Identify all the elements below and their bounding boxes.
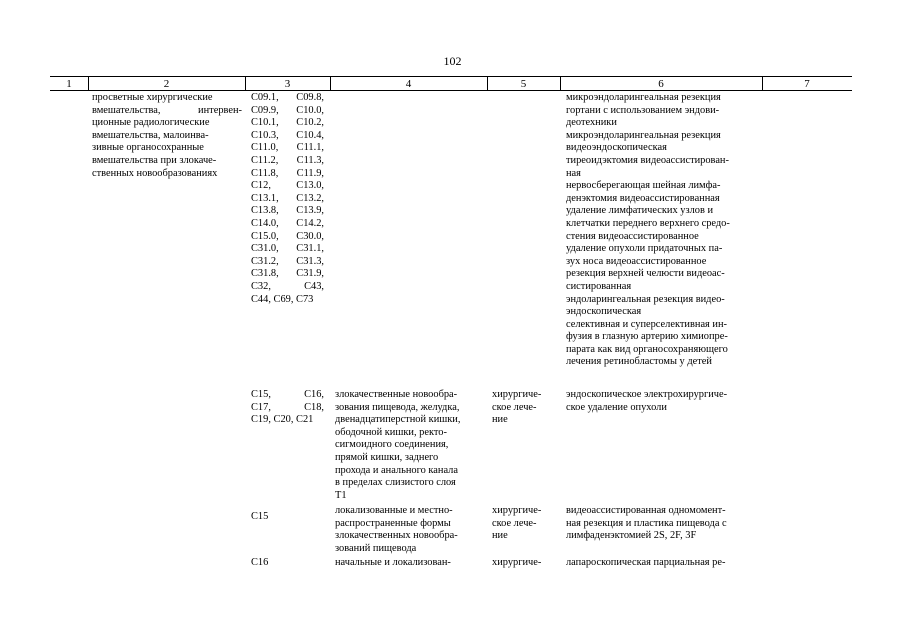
text-line: ское лече- bbox=[492, 517, 537, 529]
text-line: прямой кишки, заднего bbox=[335, 451, 439, 463]
text-line: лапароскопическая парциальная ре- bbox=[566, 557, 726, 568]
text-line: ободочной кишки, ректо- bbox=[335, 426, 447, 438]
text-line: тиреоидэктомия видеоассистирован- bbox=[566, 154, 729, 166]
text-line: гортани с использованием эндови- bbox=[566, 104, 720, 116]
header-col-1: 1 bbox=[66, 78, 72, 90]
text-line: клетчатки переднего верхнего средо- bbox=[566, 217, 730, 229]
text-line: нервосберегающая шейная лимфа- bbox=[566, 180, 721, 192]
procedure-methods-block1 bbox=[566, 92, 758, 369]
treatment-type-block3 bbox=[492, 505, 556, 543]
icd-line: C19, C20, C21 bbox=[251, 414, 314, 426]
icd-codes-block3 bbox=[251, 511, 324, 524]
text-line: эндоскопическое электрохирургиче- bbox=[566, 389, 728, 400]
text-line: вмешательства, малоинва- bbox=[92, 129, 209, 141]
text-line: ная резекция и пластика пищевода с bbox=[566, 517, 727, 529]
text-line: хирургиче- bbox=[492, 505, 542, 516]
icd-codes-block1 bbox=[251, 92, 324, 306]
text-line: селективная и суперселективная ин- bbox=[566, 318, 728, 330]
diagnosis-block2 bbox=[335, 389, 483, 502]
icd-line: C13.8, C13.9, bbox=[251, 205, 324, 217]
header-col-7: 7 bbox=[804, 78, 810, 90]
text-line: в пределах слизистого слоя bbox=[335, 477, 456, 489]
procedure-methods-block2 bbox=[566, 389, 758, 414]
icd-line: C32, C43, bbox=[251, 280, 324, 292]
icd-line: C11.8, C11.9, bbox=[251, 167, 324, 179]
text-line: просветные хирургические bbox=[92, 92, 213, 103]
icd-line: C14.0, C14.2, bbox=[251, 217, 324, 229]
icd-line: C13.1, C13.2, bbox=[251, 192, 324, 204]
treatment-type-block4 bbox=[492, 557, 556, 570]
treatment-type-block2 bbox=[492, 389, 556, 427]
text-line: ционные радиологические bbox=[92, 117, 210, 129]
icd-line: C09.9, C10.0, bbox=[251, 104, 324, 116]
text-line: деотехники bbox=[566, 117, 617, 129]
text-line: хирургиче- bbox=[492, 389, 542, 400]
text-line: локализованные и местно- bbox=[335, 505, 453, 516]
icd-line: C11.2, C11.3, bbox=[251, 154, 324, 166]
text-line: ское лече- bbox=[492, 401, 537, 413]
icd-line: C31.8, C31.9, bbox=[251, 268, 324, 280]
icd-line: C11.0, C11.1, bbox=[251, 142, 324, 154]
text-line: вмешательства при злокаче- bbox=[92, 154, 217, 166]
text-line: зования пищевода, желудка, bbox=[335, 401, 460, 413]
text-line: ние bbox=[492, 530, 508, 542]
text-line: стения видеоассистированное bbox=[566, 230, 699, 242]
procedure-methods-block3 bbox=[566, 505, 758, 543]
text-line: видеоассистированная одномомент- bbox=[566, 505, 726, 516]
text-line: распространенные формы bbox=[335, 517, 451, 529]
text-line: денэктомия видеоассистированная bbox=[566, 192, 720, 204]
text-line: ское удаление опухоли bbox=[566, 401, 667, 413]
text-line: прохода и анального канала bbox=[335, 464, 458, 476]
text-line: эндоскопическая bbox=[566, 306, 642, 318]
header-col-2: 2 bbox=[163, 78, 170, 90]
text-line: видеоэндоскопическая bbox=[566, 142, 667, 154]
icd-line: C17, C18, bbox=[251, 401, 324, 413]
icd-line: C16 bbox=[251, 557, 269, 568]
header-col-5: 5 bbox=[520, 78, 527, 90]
text-line: резекция верхней челюсти видеоас- bbox=[566, 268, 725, 280]
text-line: лечения ретинобластомы у детей bbox=[566, 356, 712, 368]
page-number: 102 bbox=[443, 54, 462, 68]
text-line: ная bbox=[566, 167, 581, 179]
header-col-3: 3 bbox=[284, 78, 291, 90]
text-line: ние bbox=[492, 414, 508, 426]
text-line: ственных новообразованиях bbox=[92, 167, 218, 179]
text-line: зух носа видеоассистированное bbox=[566, 255, 707, 267]
diagnosis-block4 bbox=[335, 557, 483, 570]
text-line: микроэндоларингеальная резекция bbox=[566, 129, 721, 141]
text-line: фузия в глазную артерию химиопре- bbox=[566, 331, 728, 343]
text-line: хирургиче- bbox=[492, 557, 542, 568]
icd-codes-block4 bbox=[251, 557, 324, 570]
treatment-group-text bbox=[92, 92, 242, 180]
text-line: зований пищевода bbox=[335, 542, 417, 554]
text-line: злокачественных новообра- bbox=[335, 530, 458, 542]
icd-line: C09.1, C09.8, bbox=[251, 92, 324, 103]
header-col-4: 4 bbox=[405, 78, 412, 90]
icd-line: C15 bbox=[251, 511, 269, 522]
text-line: вмешательства, интервен- bbox=[92, 104, 242, 116]
icd-line: C31.2, C31.3, bbox=[251, 255, 324, 267]
text-line: зивные органосохранные bbox=[92, 142, 204, 154]
text-line: микроэндоларингеальная резекция bbox=[566, 92, 721, 103]
icd-line: C31.0, C31.1, bbox=[251, 243, 324, 255]
icd-codes-block2 bbox=[251, 389, 324, 427]
icd-line: C44, C69, C73 bbox=[251, 293, 314, 305]
procedure-methods-block4 bbox=[566, 557, 758, 570]
text-line: сигмоидного соединения, bbox=[335, 439, 449, 451]
header-col-6: 6 bbox=[658, 78, 664, 90]
text-line: удаление лимфатических узлов и bbox=[566, 205, 714, 217]
text-line: систированная bbox=[566, 280, 632, 292]
text-line: удаление опухоли придаточных па- bbox=[566, 243, 723, 255]
icd-line: C15, C16, bbox=[251, 389, 324, 400]
text-line: лимфаденэктомией 2S, 2F, 3F bbox=[566, 530, 697, 542]
icd-line: C15.0, C30.0, bbox=[251, 230, 324, 242]
text-line: злокачественные новообра- bbox=[335, 389, 458, 400]
text-line: двенадцатиперстной кишки, bbox=[335, 414, 461, 426]
text-line: эндоларингеальная резекция видео- bbox=[566, 293, 725, 305]
icd-line: C12, C13.0, bbox=[251, 180, 324, 192]
diagnosis-block3 bbox=[335, 505, 483, 555]
icd-line: C10.1, C10.2, bbox=[251, 117, 324, 129]
text-line: парата как вид органосохраняющего bbox=[566, 343, 728, 355]
icd-line: C10.3, C10.4, bbox=[251, 129, 324, 141]
text-line: начальные и локализован- bbox=[335, 557, 451, 568]
text-line: T1 bbox=[335, 489, 347, 501]
